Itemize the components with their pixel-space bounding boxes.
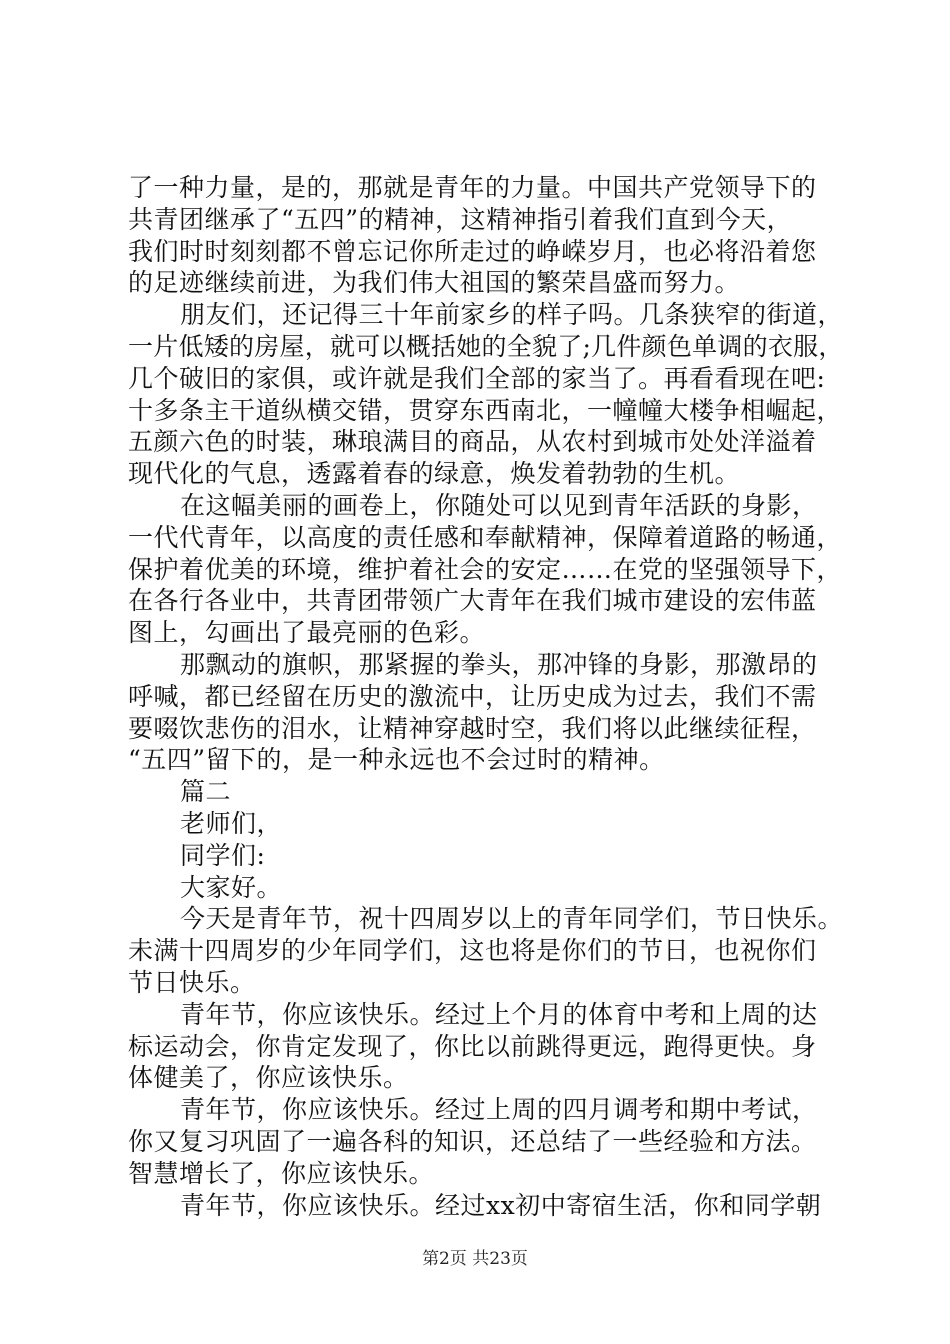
text-line: 未满十四周岁的少年同学们，这也将是你们的节日，也祝你们 [128,936,817,966]
text-line: 图上，勾画出了最亮丽的色彩。 [128,618,486,648]
text-line: 在这幅美丽的画卷上，你随处可以见到青年活跃的身影， [180,490,818,520]
text-line: 共青团继承了“五四”的精神，这精神指引着我们直到今天， [128,204,793,234]
text-line: 我们时时刻刻都不曾忘记你所走过的峥嵘岁月，也必将沿着您 [128,236,817,266]
text-line: 篇二 [180,777,232,807]
text-line: 几个破旧的家俱，或许就是我们全部的家当了。再看看现在吧: [128,363,826,393]
text-line: 的足迹继续前进，为我们伟大祖国的繁荣昌盛而努力。 [128,268,741,298]
text-line: 一代代青年，以高度的责任感和奉献精神，保障着道路的畅通， [128,522,843,552]
text-line: 了一种力量，是的，那就是青年的力量。中国共产党领导下的 [128,173,817,202]
text-line: 青年节，你应该快乐。经过上个月的体育中考和上周的达 [180,999,818,1029]
text-line: 青年节，你应该快乐。经过上周的四月调考和期中考试， [180,1095,818,1125]
text-line: 一片低矮的房屋，就可以概括她的全貌了;几件颜色单调的衣服， [128,331,844,361]
text-line: 青年节，你应该快乐。经过xx初中寄宿生活，你和同学朝 [180,1190,822,1220]
text-line: 体健美了，你应该快乐。 [128,1063,409,1093]
text-line: 标运动会，你肯定发现了，你比以前跳得更远，跑得更快。身 [128,1031,817,1061]
text-line: 朋友们，还记得三十年前家乡的样子吗。几条狭窄的街道， [180,300,844,330]
text-line: 十多条主干道纵横交错，贯穿东西南北，一幢幢大楼争相崛起， [128,395,843,425]
text-line: 要啜饮悲伤的泪水，让精神穿越时空，我们将以此继续征程， [128,713,817,743]
text-line: 大家好。 [180,872,283,902]
text-line: 你又复习巩固了一遍各科的知识，还总结了一些经验和方法。 [128,1126,817,1156]
text-line: 在各行各业中，共青团带领广大青年在我们城市建设的宏伟蓝 [128,586,817,616]
text-line: 那飘动的旗帜，那紧握的拳头，那冲锋的身影，那激昂的 [180,649,818,679]
text-line: 今天是青年节，祝十四周岁以上的青年同学们，节日快乐。 [180,904,844,934]
document-body [128,172,848,1221]
text-line: 节日快乐。 [128,967,256,997]
text-line: 老师们， [180,808,283,838]
text-line: 智慧增长了，你应该快乐。 [128,1158,435,1188]
text-line: 同学们: [180,840,266,870]
text-line: 现代化的气息，透露着春的绿意，焕发着勃勃的生机。 [128,459,741,489]
text-line: 呼喊，都已经留在历史的激流中，让历史成为过去，我们不需 [128,681,817,711]
text-line: 保护着优美的环境，维护着社会的安定……在党的坚强领导下， [128,554,843,584]
page-footer: 第2页 共23页 [422,1249,528,1269]
text-line: “五四”留下的，是一种永远也不会过时的精神。 [128,745,665,775]
text-line: 五颜六色的时装，琳琅满目的商品，从农村到城市处处洋溢着 [128,427,817,457]
